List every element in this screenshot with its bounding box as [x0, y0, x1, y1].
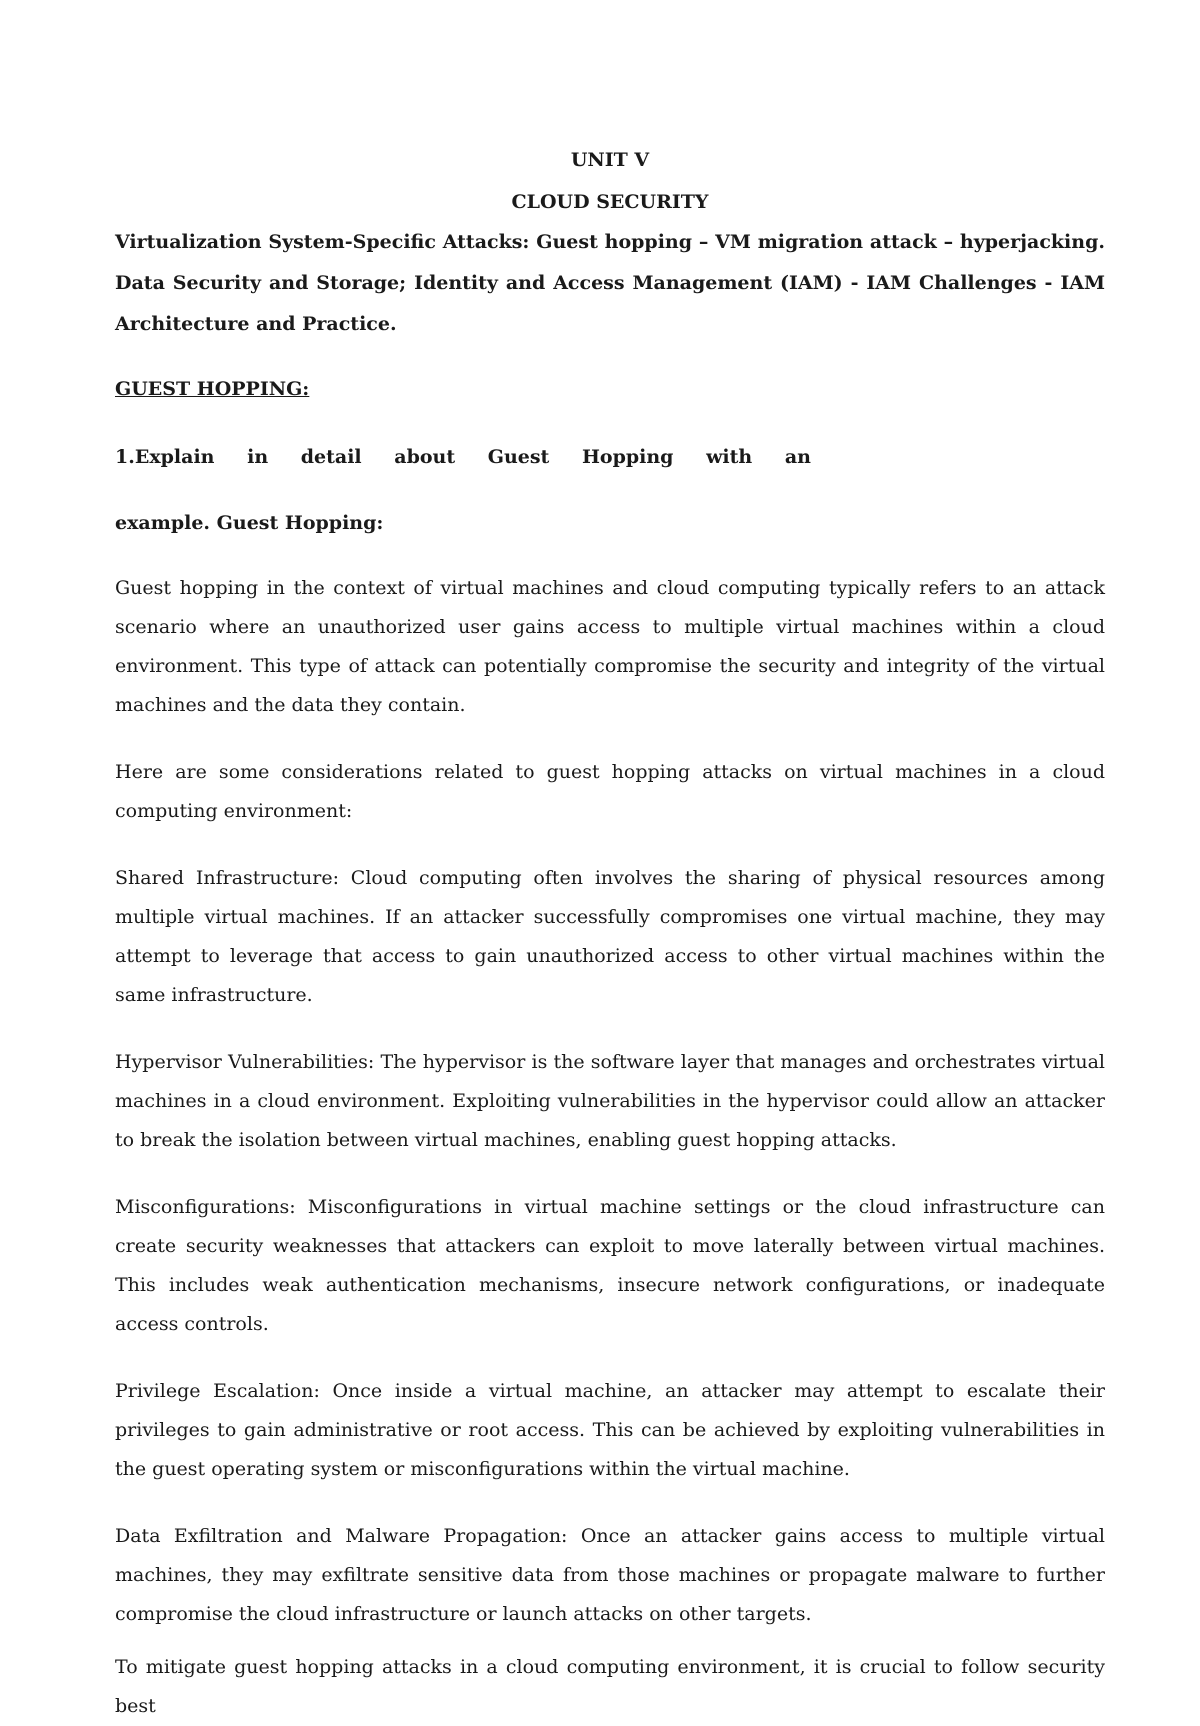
- page-title: CLOUD SECURITY: [511, 191, 709, 213]
- paragraph-hypervisor-vulnerabilities: Hypervisor Vulnerabilities: The hypervisor is the software layer that manages and orchestrates virtual machines in a cloud environment. Exploiting vulnerabilities in the hypervisor could allow an attacker to break the isolation between virtual machines, enabling guest hopping attacks.: [115, 1051, 1105, 1151]
- unit-heading: UNIT V: [570, 149, 650, 171]
- paragraph-intro: Guest hopping in the context of virtual machines and cloud computing typically refers to an attack scenario where an unauthorized user gains access to multiple virtual machines within a cloud environment. This type of attack can potentially compromise the security and integrity of the virtual machines and the data they contain.: [115, 577, 1105, 716]
- question-line-2: example. Guest Hopping:: [115, 512, 384, 534]
- paragraph-data-exfiltration: Data Exfiltration and Malware Propagation: Once an attacker gains access to multiple virtual machines, they may exfiltrate sensitive data from those machines or propagate malware to further compromise the cloud infrastructure or launch attacks on other targets.: [115, 1525, 1105, 1625]
- document-page: [115, 142, 1105, 1726]
- paragraph-privilege-escalation: Privilege Escalation: Once inside a virtual machine, an attacker may attempt to escalate their privileges to gain administrative or root access. This can be achieved by exploiting vulnerabilities in the guest operating system or misconfigurations within the virtual machine.: [115, 1380, 1105, 1480]
- paragraph-shared-infrastructure: Shared Infrastructure: Cloud computing often involves the sharing of physical resources among multiple virtual machines. If an attacker successfully compromises one virtual machine, they may attempt to leverage that access to gain unauthorized access to other virtual machines within the same infrastructure.: [115, 867, 1105, 1006]
- paragraph-considerations: Here are some considerations related to guest hopping attacks on virtual machines in a cloud computing environment:: [115, 761, 1105, 822]
- section-heading: GUEST HOPPING:: [115, 378, 310, 400]
- syllabus-summary: Virtualization System-Specific Attacks: Guest hopping – VM migration attack – hyperjacking. Data Security and Storage; Identity and Access Management (IAM) - IAM Challenges - IAM Architecture and Practice.: [115, 231, 1105, 335]
- question-line-1: 1.Explain in detail about Guest Hopping with an: [115, 446, 811, 468]
- paragraph-misconfigurations: Misconfigurations: Misconfigurations in virtual machine settings or the cloud infrastructure can create security weaknesses that attackers can exploit to move laterally between virtual machines. This includes weak authentication mechanisms, insecure network configurations, or inadequate access controls.: [115, 1196, 1105, 1335]
- paragraph-mitigation: To mitigate guest hopping attacks in a cloud computing environment, it is crucial to follow security best: [115, 1656, 1105, 1717]
